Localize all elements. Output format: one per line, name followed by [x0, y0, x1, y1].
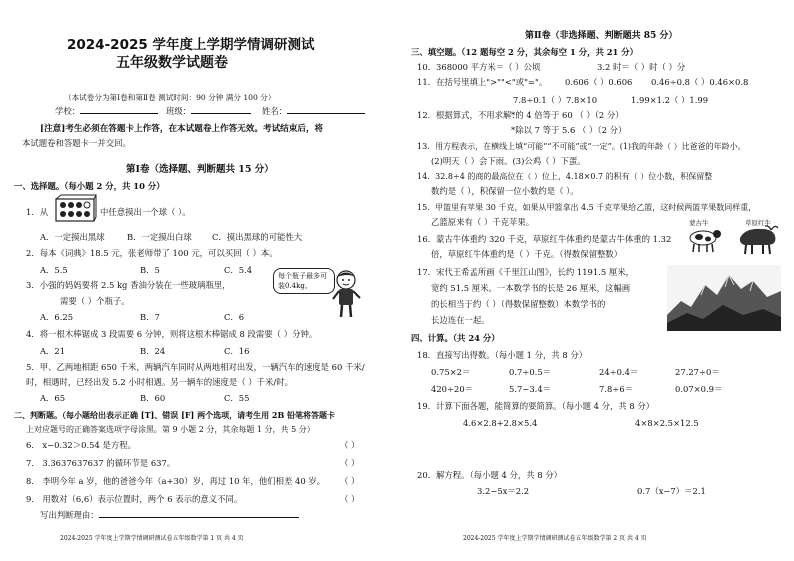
- q11-row1-b: 0.46÷0.8（ ）0.46×0.8: [651, 77, 749, 87]
- cow-icon: [683, 226, 723, 254]
- speech-bubble: [273, 268, 335, 294]
- q17-line-4: 长边连在一起。: [431, 315, 490, 325]
- section4-heading: 四、计算。（共 24 分）: [411, 333, 500, 343]
- q1-option-a: A．一定摸出黑球: [40, 232, 105, 242]
- q13-line-1: 13．用方程表示，在横线上填“可能”“不可能”或“一定”。(1)我的年龄（ ）比爸爸的年龄小。: [417, 142, 746, 151]
- q16-line-1: 16．蒙古牛体重约 320 千克，草原红牛体重约是蒙古牛体重的 1.32: [417, 234, 672, 244]
- q1-option-c: C．摸出黑球的可能性大: [212, 232, 303, 242]
- judge-q8: 8． 李明今年 a 岁，他的爸爸今年（a+30）岁，再过 10 年，他们相差 40 岁。: [26, 476, 326, 486]
- exam-note: （本试卷分为第Ⅰ卷和第Ⅱ卷 测试时间：90 分钟 满分 100 分）: [64, 93, 276, 102]
- name-field: [262, 106, 365, 117]
- q13-line-2: (2)明天（ ）会下雨。(3)公鸡（ ）下蛋。: [431, 156, 586, 166]
- q3-option-b: B．7: [140, 312, 160, 322]
- school-field: [55, 106, 158, 117]
- q4-option-b: B．24: [140, 346, 166, 356]
- part2-heading: 第Ⅱ卷（非选择题、判断题共 85 分）: [525, 31, 678, 41]
- q5-line-2: 时，相遇时，已经出发 5.2 小时相遇。另一辆车的速度是（ ）千米/时。: [26, 377, 293, 387]
- q2-option-b: B．5: [140, 265, 160, 275]
- q9-reason-label: 写出判断理由：: [40, 510, 99, 520]
- q18-r1-c1: 0.75×2＝: [431, 367, 471, 377]
- q18-intro: 18．直接写出得数。（每小题 1 分，共 8 分）: [417, 350, 588, 360]
- class-label: 班级：: [166, 106, 192, 116]
- ball-box-icon: [55, 194, 97, 222]
- q11-row1-a: 0.606（ ）0.606: [565, 77, 633, 87]
- q20-expr-2: 0.7（x−7）＝2.1: [637, 486, 706, 496]
- judge-q7: 7． 3.3637637637 的循环节是 637。: [26, 458, 176, 468]
- notice-line-1: [注意]考生必须在答题卡上作答，在本试题卷上作答无效。考试结束后，将: [40, 124, 324, 134]
- q14-line-2: 数约是（ ），积保留一位小数约是（ ）。: [431, 186, 579, 196]
- cow-label-1: 蒙古牛: [689, 219, 709, 227]
- q3-option-c: C．6: [224, 312, 245, 322]
- q18-r1-c2: 0.7÷0.5＝: [509, 367, 552, 377]
- exam-title: 2024-2025 学年度上学期学情调研测试: [67, 37, 315, 53]
- bubble-line-2: 装0.4kg。: [278, 282, 312, 290]
- page2-footer: 2024-2025 学年度上学期学情调研测试卷五年级数学第 2 页 共 4 页: [463, 535, 647, 542]
- part1-heading: 第Ⅰ卷（选择题、判断题共 15 分）: [126, 164, 274, 175]
- section2-heading: 二、判断题。（每小题给出表示正确 [T]、错误 [F] 两个选项，请考生用 2B 铅笔将答题卡: [14, 410, 336, 420]
- judge-q8-paren: （ ）: [340, 476, 360, 486]
- bubble-line-1: 每个瓶子最多可: [278, 272, 327, 280]
- q14-line-1: 14．32.8÷4 的商的最高位在（ ）位上，4.18×0.7 的积有（ ）位小数，积保留整: [417, 172, 713, 181]
- q18-r2-c4: 0.07×0.9＝: [675, 384, 723, 394]
- q11-intro: 11．在括号里填上">""<"或"="。: [417, 77, 548, 87]
- q4-stem: 4．将一根木棒锯成 3 段需要 6 分钟，则将这根木棒锯成 8 段需要（ ）分钟。: [26, 329, 318, 339]
- judge-q9: 9． 用数对（6,6）表示位置时，两个 6 表示的意义不同。: [26, 494, 243, 504]
- q4-option-a: A．21: [40, 346, 66, 356]
- q3-stem: 3．小强的妈妈要将 2.5 kg 香油分装在一些玻璃瓶里，: [26, 280, 231, 290]
- notice-line-2: 本试题卷和答题卡一并交回。: [22, 138, 131, 148]
- section1-heading: 一、选择题。（每小题 2 分，共 10 分）: [14, 181, 165, 191]
- q15-line-2: 乙篮原来有（ ）千克苹果。: [431, 217, 535, 227]
- q5-option-b: B．60: [140, 393, 166, 403]
- landscape-painting-image: [667, 265, 781, 331]
- q11-row2-a: 7.8÷0.1（ ）7.8×10: [513, 95, 598, 105]
- q5-line-1: 5．甲、乙两地相距 650 千米，两辆汽车同时从两地相对出发，一辆汽车的速度是 60 千米/: [26, 362, 365, 372]
- q18-r2-c3: 7.8÷6＝: [599, 384, 634, 394]
- q12-line-2: *除以 7 等于 5.6 （ ）（2 分）: [511, 125, 627, 135]
- judge-q9-paren: （ ）: [340, 494, 360, 504]
- judge-q6-paren: （ ）: [340, 440, 360, 450]
- q9-reason: [40, 510, 299, 521]
- q2-option-c: C．5.4: [224, 265, 253, 275]
- q2-stem: 2．每本《词典》18.5 元，张老师带了 100 元，可以买回（ ）本。: [26, 248, 278, 258]
- q18-r2-c2: 5.7−3.4＝: [509, 384, 552, 394]
- q1-stem: 1．从: [26, 207, 49, 217]
- q4-option-c: C．16: [224, 346, 250, 356]
- name-label: 姓名：: [262, 106, 288, 116]
- section3-heading: 三、填空题。（12 题每空 2 分，其余每空 1 分，共 21 分）: [411, 47, 639, 57]
- q20-expr-1: 3.2−5x＝2.2: [477, 486, 530, 496]
- q20-intro: 20．解方程。（每小题 4 分，共 8 分）: [417, 470, 563, 480]
- q15-line-1: 15．甲篮里有苹果 30 千克，如果从甲篮拿出 4.5 千克苹果给乙篮，这时候两篮苹果数同样重，: [417, 203, 757, 212]
- school-label: 学校：: [55, 106, 81, 116]
- q18-r2-c1: 420÷20＝: [431, 384, 474, 394]
- exam-subtitle: 五年级数学试题卷: [116, 55, 228, 71]
- q10-part-2: 3.2 时＝（ ）时（ ）分: [597, 62, 686, 72]
- q5-option-a: A．65: [40, 393, 66, 403]
- judge-q7-paren: （ ）: [340, 458, 360, 468]
- yak-icon: [735, 224, 779, 256]
- q17-line-3: 的长相当于约（ ）（得数保留整数）本数学书的: [431, 299, 606, 309]
- q17-line-1: 17．宋代王希孟所画《千里江山图》，长约 1191.5 厘米，: [417, 267, 634, 277]
- class-field: [166, 106, 251, 117]
- q19-intro: 19．计算下面各题，能简算的要简算。（每小题 4 分，共 8 分）: [417, 401, 655, 411]
- q5-option-c: C．55: [224, 393, 250, 403]
- q3-option-a: A．6.25: [40, 312, 74, 322]
- q17-line-2: 宽约 51.5 厘米。一本数学书的长是 26 厘米，这幅画: [431, 283, 631, 293]
- page1-footer: 2024-2025 学年度上学期学情调研测试卷五年级数学第 1 页 共 4 页: [60, 535, 244, 542]
- q1-option-b: B．一定摸出白球: [127, 232, 192, 242]
- section2-line-2: 上对应题号的正确答案选项字母涂黑。第 9 小题 2 分，其余每题 1 分，共 5 分）: [26, 425, 315, 434]
- q12-line-1: *的 4 倍等于 60 （ ）（2 分）: [511, 110, 624, 120]
- q19-expr-1: 4.6×2.8+2.8×5.4: [463, 418, 538, 428]
- judge-q6: 6． x−0.32＞0.54 是方程。: [26, 440, 136, 450]
- q18-r1-c3: 24÷0.4＝: [599, 367, 639, 377]
- exam-page-2: [397, 0, 794, 561]
- q19-expr-2: 4×8×2.5×12.5: [635, 418, 699, 428]
- cow-label-2: 草原红牛: [745, 219, 771, 227]
- q1-rest: 中任意摸出一个球（ ）。: [100, 207, 191, 217]
- q2-option-a: A．5.5: [40, 265, 68, 275]
- student-icon: [330, 268, 366, 320]
- q16-line-2: 倍，草原红牛体重约是（ ）千克。（得数保留整数）: [431, 249, 623, 259]
- q12-intro: 12．根据算式，不用求解：: [417, 110, 520, 120]
- q10-part-1: 10．368000 平方米＝（ ）公顷: [417, 62, 541, 72]
- q3-need: 需要（ ）个瓶子。: [60, 296, 130, 306]
- q18-r1-c4: 27.27÷0＝: [675, 367, 720, 377]
- q11-row2-b: 1.99×1.2（ ）1.99: [631, 95, 709, 105]
